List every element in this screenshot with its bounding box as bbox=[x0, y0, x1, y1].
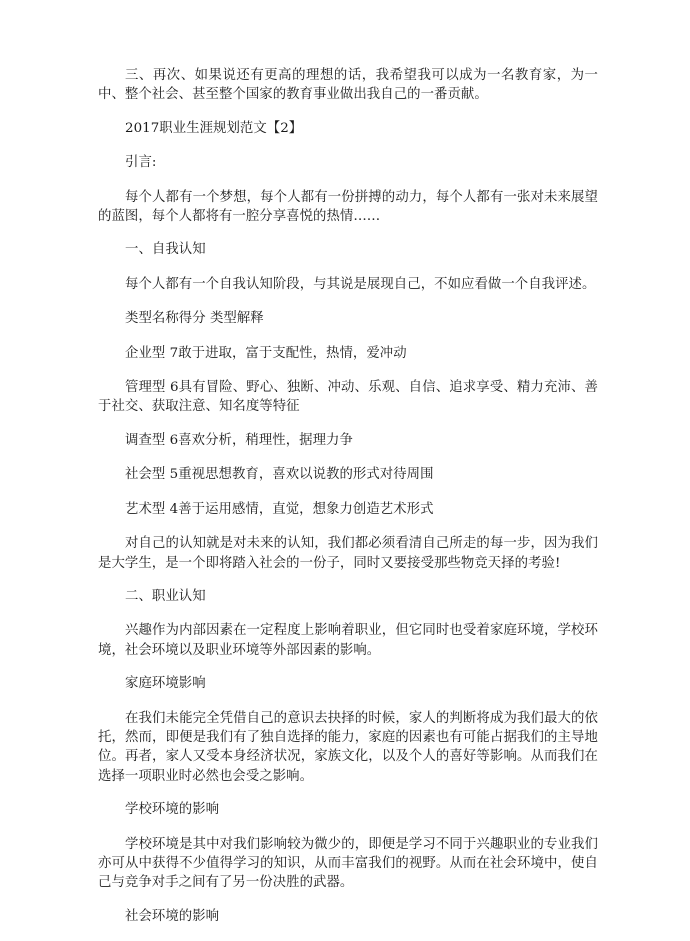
type-entry: 艺术型 4善于运用感情，直觉，想象力创造艺术形式 bbox=[125, 501, 434, 517]
type-entry: 管理型 6具有冒险、野心、独断、冲动、乐观、自信、追求享受、精力充沛、善于社交、获取注意、知名度等特征 bbox=[98, 380, 598, 415]
subsection-heading: 家庭环境影响 bbox=[125, 676, 206, 692]
section-heading: 引言: bbox=[125, 155, 157, 171]
subsection-heading: 学校环境的影响 bbox=[125, 802, 220, 818]
paragraph: 三、再次、如果说还有更高的理想的话，我希望我可以成为一名教育家，为一中、整个社会、甚至整个国家的教育事业做出我自己的一番贡献。 bbox=[98, 68, 598, 103]
document-body bbox=[98, 66, 598, 941]
paragraph: 每个人都有一个梦想，每个人都有一份拼搏的动力，每个人都有一张对未来展望的蓝图，每个人都将有一腔分享喜悦的热情…… bbox=[98, 189, 598, 225]
section-title: 2017职业生涯规划范文【2】 bbox=[125, 120, 303, 136]
paragraph: 在我们未能完全凭借自己的意识去抉择的时候，家人的判断将成为我们最大的依托，然而，即便是我们有了独自选择的能力，家庭的因素也有可能占据我们的主导地位。再者，家人又受本身经济状况，家族文化，以及个人的喜好等影响。从而我们在选择一项职业时必然也会受之影响。 bbox=[98, 710, 598, 784]
type-entry: 企业型 7敢于进取，富于支配性，热情，爱冲动 bbox=[125, 345, 407, 361]
table-header-line: 类型名称得分 类型解释 bbox=[125, 311, 264, 327]
section-heading: 二、职业认知 bbox=[125, 588, 206, 604]
paragraph: 兴趣作为内部因素在一定程度上影响着职业，但它同时也受着家庭环境，学校环境，社会环境以及职业环境等外部因素的影响。 bbox=[98, 623, 598, 658]
paragraph: 对自己的认知就是对未来的认知，我们都必须看清自己所走的每一步，因为我们是大学生，是一个即将踏入社会的一份子，同时又要接受那些物竞天择的考验! bbox=[98, 536, 598, 571]
paragraph: 学校环境是其中对我们影响较为微少的，即便是学习不同于兴趣职业的专业我们亦可从中获得不少值得学习的知识，从而丰富我们的视野。从而在社会环境中，使自己与竞争对手之间有了另一份决胜的武器。 bbox=[98, 836, 598, 891]
section-heading: 一、自我认知 bbox=[125, 242, 206, 258]
paragraph: 每个人都有一个自我认知阶段，与其说是展现自己，不如应看做一个自我评述。 bbox=[125, 276, 596, 292]
type-entry: 调查型 6喜欢分析，稍理性，据理力争 bbox=[125, 432, 353, 448]
type-entry: 社会型 5重视思想教育，喜欢以说教的形式对待周围 bbox=[125, 467, 434, 483]
subsection-heading: 社会环境的影响 bbox=[125, 908, 220, 924]
